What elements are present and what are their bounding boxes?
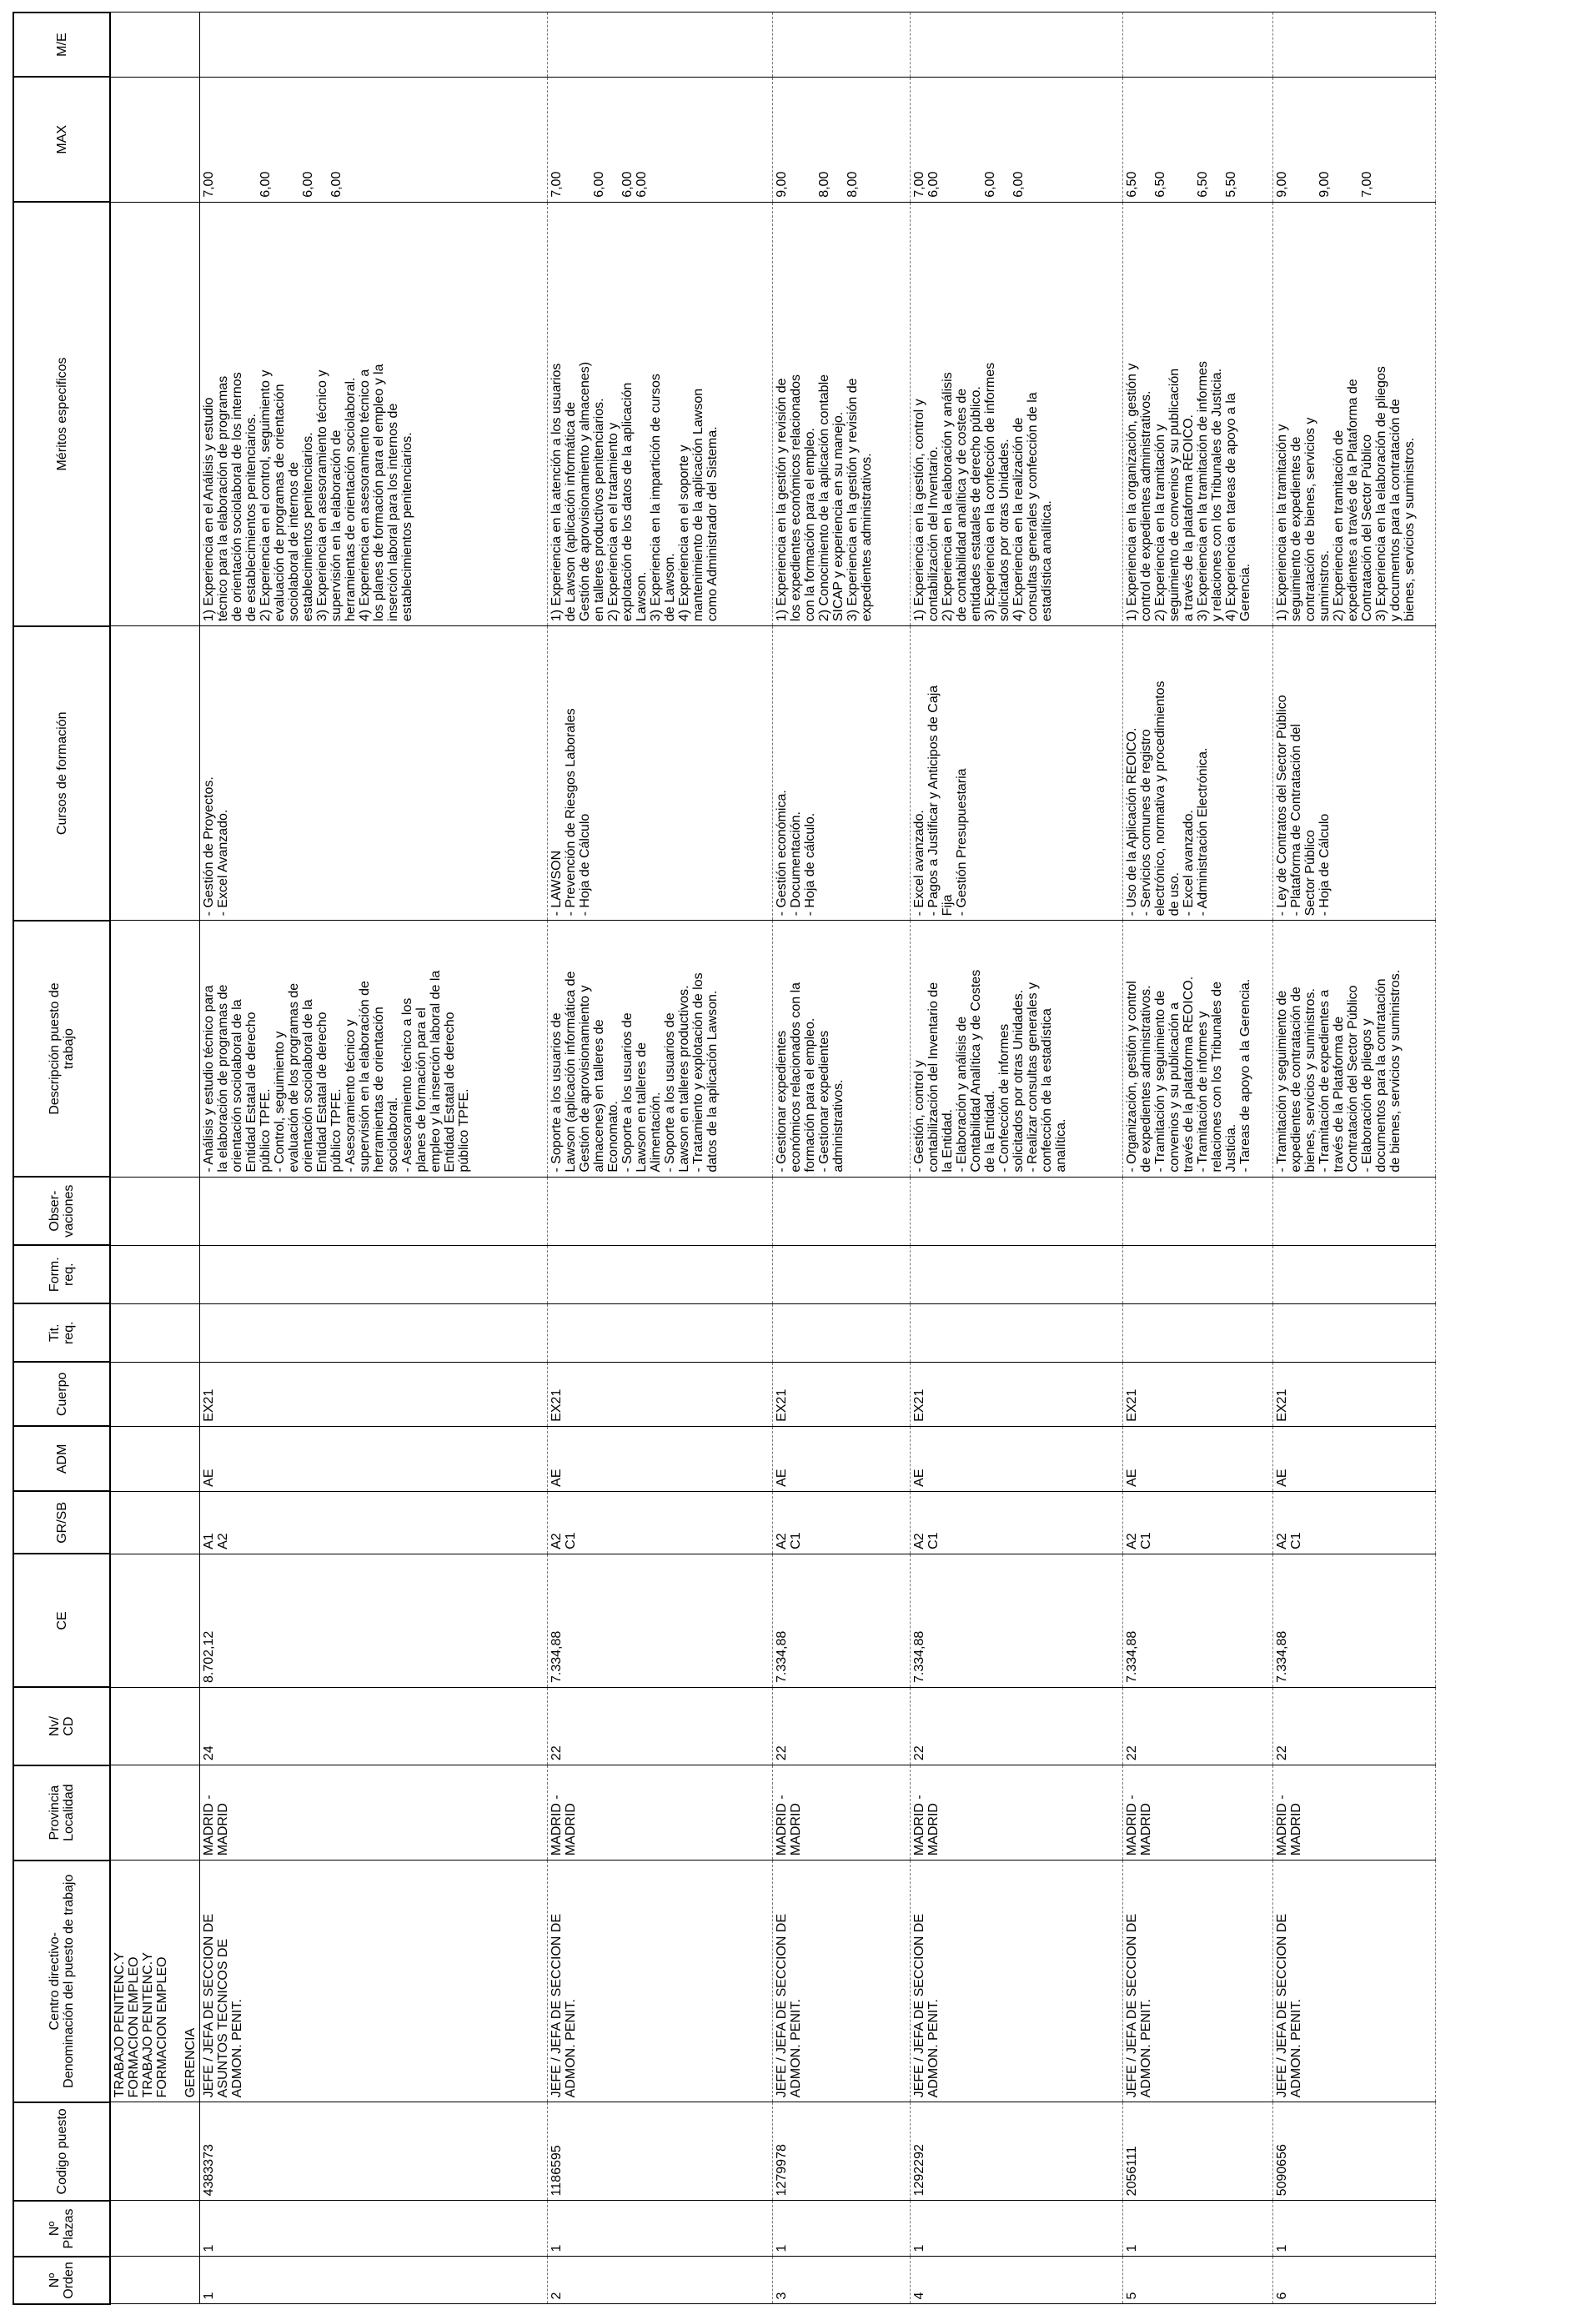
header-orden: Nº Orden bbox=[13, 2257, 110, 2304]
cell-descripcion: - Gestión, control y contabilización del Inventario de la Entidad. - Elaboración y análisis de Contabilidad Analítica y de Costes de la Entidad. - Confección de informes solicitados por otras Unidades. - Realizar consultas generales y confección de la estadística analítica. bbox=[911, 921, 1123, 1177]
cell-meritos: 1) Experiencia en la tramitación y seguimiento de expedientes de contratación de bienes, servicios y suministros. 2) Experiencia en tramitación de expedientes a través de la Plataforma de Contratación del Sector Público 3) Experiencia en la elaboración de pliegos y documentos para la contratación de bienes, servicios y suministros. bbox=[1273, 202, 1436, 625]
cell-cursos: - Gestión de Proyectos. - Excel Avanzado. bbox=[200, 626, 548, 921]
max-value: 6,00 bbox=[620, 171, 635, 198]
cell-formacion bbox=[911, 1245, 1123, 1303]
cell-plazas: 1 bbox=[1273, 2201, 1436, 2257]
cell-max bbox=[548, 77, 773, 202]
cell-provincia: MADRID - MADRID bbox=[1273, 1765, 1436, 1861]
max-value bbox=[1346, 82, 1360, 198]
header-nivel: Nv/ CD bbox=[13, 1688, 110, 1765]
cell-descripcion: - Organización, gestión y control de expedientes administrativos. - Tramitación y seguimiento de convenios y su publicación a través de la plataforma REOICO. - Tramitación de informes y relaciones con los Tribunales de Justicia. - Tareas de apoyo a la Gerencia. bbox=[1123, 921, 1273, 1177]
header-ce: CE bbox=[13, 1554, 110, 1687]
cell-grupo: A2 C1 bbox=[1123, 1491, 1273, 1554]
cell-titulacion bbox=[773, 1303, 911, 1362]
cell-descripcion: - Tramitación y seguimiento de expedientes de contratación de bienes, servicios y suministros. - Tramitación de expedientes a través de la Plataforma de Contratación del Sector Público - Elaboración de pliegos y documentos para la contratación de bienes, servicios y suministros. bbox=[1273, 921, 1436, 1177]
cell-adm: AE bbox=[1273, 1426, 1436, 1491]
header-descripcion: Descripción puesto de trabajo bbox=[13, 921, 110, 1177]
cell-max bbox=[1123, 77, 1273, 202]
max-value bbox=[1332, 82, 1346, 198]
cell-formacion bbox=[773, 1245, 911, 1303]
cell-grupo: A2 C1 bbox=[1273, 1491, 1436, 1554]
cell-cursos: - Ley de Contratos del Sector Público - Plataforma de Contratación del Sector Público - Hoja de Cálculo bbox=[1273, 626, 1436, 921]
cell-me bbox=[1123, 13, 1273, 77]
max-value: 6,00 bbox=[301, 171, 315, 198]
cell-grupo: A2 C1 bbox=[773, 1491, 911, 1554]
cell-provincia: MADRID - MADRID bbox=[548, 1765, 773, 1861]
cell-ce: 8.702,12 bbox=[200, 1554, 548, 1687]
cell-provincia: MADRID - MADRID bbox=[1123, 1765, 1273, 1861]
cell-denominacion: JEFE / JEFA DE SECCION DE ADMON. PENIT. bbox=[548, 1861, 773, 2102]
cell-me bbox=[773, 13, 911, 77]
header-adm: ADM bbox=[13, 1426, 110, 1491]
cell-adm: AE bbox=[911, 1426, 1123, 1491]
cell-cuerpo: EX21 bbox=[773, 1362, 911, 1426]
cell-formacion bbox=[548, 1245, 773, 1303]
cell-max bbox=[773, 77, 911, 202]
max-value bbox=[230, 82, 244, 198]
positions-table bbox=[13, 12, 1436, 2305]
cell-provincia: MADRID - MADRID bbox=[911, 1765, 1123, 1861]
header-cuerpo: Cuerpo bbox=[13, 1362, 110, 1426]
cell-adm: AE bbox=[200, 1426, 548, 1491]
cell-grupo: A2 C1 bbox=[911, 1491, 1123, 1554]
cell-codigo: 1186595 bbox=[548, 2102, 773, 2201]
cell-titulacion bbox=[1123, 1303, 1273, 1362]
header-me: M/E bbox=[13, 13, 110, 77]
cell-formacion bbox=[1273, 1245, 1436, 1303]
cell-codigo: 4383373 bbox=[200, 2102, 548, 2201]
cell-codigo: 5090656 bbox=[1273, 2102, 1436, 2201]
header-centro: Centro directivo- Denominación del puesto de trabajo bbox=[13, 1861, 110, 2102]
cell-cursos: - Uso de la Aplicación REOICO. - Servicios comunes de registro electrónico, normativa y procedimientos de uso. - Excel avanzado. - Administración Electrónica. bbox=[1123, 626, 1273, 921]
max-value: 9,00 bbox=[775, 171, 789, 198]
cell-nivel: 22 bbox=[773, 1688, 911, 1765]
cell-max bbox=[1273, 77, 1436, 202]
max-value bbox=[1139, 82, 1153, 198]
job-positions-document bbox=[13, 12, 1584, 2305]
cell-ce: 7.334,88 bbox=[911, 1554, 1123, 1687]
cell-nivel: 22 bbox=[1123, 1688, 1273, 1765]
max-value bbox=[803, 82, 817, 198]
cell-observaciones bbox=[773, 1177, 911, 1245]
cell-provincia: MADRID - MADRID bbox=[200, 1765, 548, 1861]
max-value: 6,50 bbox=[1125, 171, 1139, 198]
header-grupo: GR/SB bbox=[13, 1491, 110, 1554]
header-plazas: Nº Plazas bbox=[13, 2201, 110, 2257]
max-value: 6,00 bbox=[635, 171, 649, 198]
max-value: 5,50 bbox=[1224, 171, 1238, 198]
cell-denominacion: JEFE / JEFA DE SECCION DE ADMON. PENIT. bbox=[911, 1861, 1123, 2102]
cell-denominacion: JEFE / JEFA DE SECCION DE ASUNTOS TECNICOS DE ADMON. PENIT. bbox=[200, 1861, 548, 2102]
max-value bbox=[244, 82, 258, 198]
cell-me bbox=[200, 13, 548, 77]
cell-formacion bbox=[200, 1245, 548, 1303]
header-row bbox=[13, 13, 110, 2304]
header-codigo: Codigo puesto bbox=[13, 2102, 110, 2201]
cell-adm: AE bbox=[548, 1426, 773, 1491]
cell-grupo: A1 A2 bbox=[200, 1491, 548, 1554]
cell-plazas: 1 bbox=[911, 2201, 1123, 2257]
cell-cuerpo: EX21 bbox=[911, 1362, 1123, 1426]
cell-me bbox=[548, 13, 773, 77]
header-max: MAX bbox=[13, 77, 110, 202]
max-value: 7,00 bbox=[1360, 171, 1374, 198]
max-value: 6,00 bbox=[258, 171, 273, 198]
table-row bbox=[773, 13, 911, 2304]
cell-orden: 5 bbox=[1123, 2257, 1273, 2304]
max-value bbox=[578, 82, 592, 198]
cell-adm: AE bbox=[1123, 1426, 1273, 1491]
section-centro: TRABAJO PENITENC.Y FORMACION EMPLEO TRABAJO PENITENC.Y FORMACION EMPLEO GERENCIA bbox=[110, 1861, 200, 2102]
cell-max bbox=[200, 77, 548, 202]
max-value bbox=[1210, 82, 1224, 198]
max-value bbox=[273, 82, 287, 198]
cell-denominacion: JEFE / JEFA DE SECCION DE ADMON. PENIT. bbox=[773, 1861, 911, 2102]
max-value: 6,00 bbox=[592, 171, 606, 198]
max-value: 6,00 bbox=[1011, 171, 1026, 198]
cell-orden: 1 bbox=[200, 2257, 548, 2304]
max-value bbox=[1303, 82, 1317, 198]
cell-orden: 2 bbox=[548, 2257, 773, 2304]
max-value bbox=[955, 82, 969, 198]
cell-plazas: 1 bbox=[773, 2201, 911, 2257]
max-value: 9,00 bbox=[1275, 171, 1289, 198]
cell-titulacion bbox=[548, 1303, 773, 1362]
max-value: 7,00 bbox=[202, 171, 216, 198]
cell-codigo: 1279978 bbox=[773, 2102, 911, 2201]
cell-meritos: 1) Experiencia en la organización, gestión y control de expedientes administrativos. 2) Experiencia en la tramitación y seguimiento de convenios y su publicación a través de la plataforma REOICO. 3) Experiencia en la tramitación de informes y relaciones con los Tribunales de Justicia. 4) Experiencia en tareas de apoyo a la Gerencia. bbox=[1123, 202, 1273, 625]
header-formacion: Form. req. bbox=[13, 1245, 110, 1303]
max-value bbox=[831, 82, 846, 198]
cell-cursos: - Gestión económica. - Documentación. - Hoja de cálculo. bbox=[773, 626, 911, 921]
cell-observaciones bbox=[1123, 1177, 1273, 1245]
max-value bbox=[1289, 82, 1303, 198]
cell-meritos: 1) Experiencia en la gestión y revisión de los expedientes económicos relacionados con la formación para el empleo. 2) Conocimiento de la aplicación contable SICAP y experiencia en su manejo. 3) Experiencia en la gestión y revisión de expedientes administrativos. bbox=[773, 202, 911, 625]
cell-observaciones bbox=[200, 1177, 548, 1245]
max-value bbox=[564, 82, 578, 198]
cell-denominacion: JEFE / JEFA DE SECCION DE ADMON. PENIT. bbox=[1273, 1861, 1436, 2102]
cell-me bbox=[1273, 13, 1436, 77]
cell-meritos: 1) Experiencia en la atención a los usuarios de Lawson (aplicación informática de Gestión de aprovisionamiento y almacenes) en talleres productivos penitenciarios. 2) Experiencia en el tratamiento y explotación de los datos de la aplicación Lawson. 3) Experiencia en la impartición de cursos de Lawson. 4) Experiencia en el soporte y mantenimiento de la aplicación Lawson como Administrador del Sistema. bbox=[548, 202, 773, 625]
cell-cursos: - LAWSON - Prevención de Riesgos Laborales - Hoja de Cálculo bbox=[548, 626, 773, 921]
table-row bbox=[548, 13, 773, 2304]
cell-provincia: MADRID - MADRID bbox=[773, 1765, 911, 1861]
cell-plazas: 1 bbox=[548, 2201, 773, 2257]
cell-nivel: 22 bbox=[911, 1688, 1123, 1765]
max-value bbox=[216, 82, 230, 198]
header-titulacion: Tit. req. bbox=[13, 1303, 110, 1362]
cell-descripcion: - Gestionar expedientes económicos relacionados con la formación para el empleo. - Gestionar expedientes administrativos. bbox=[773, 921, 911, 1177]
cell-nivel: 22 bbox=[548, 1688, 773, 1765]
cell-meritos: 1) Experiencia en el Análisis y estudio técnico para la elaboración de programas de orientación sociolaboral de los internos de establecimientos penitenciarios. 2) Experiencia en el control, seguimiento y evaluación de programas de orientación sociolaboral de internos de establecimientos penitenciarios. 3) Experiencia en asesoramiento técnico y supervisión en la elaboración de herramientas de orientación sociolaboral. 4) Experiencia en asesoramiento técnico a los planes de formación para el empleo y la inserción laboral para los internos de establecimientos penitenciarios. bbox=[200, 202, 548, 625]
cell-titulacion bbox=[200, 1303, 548, 1362]
table-row bbox=[200, 13, 548, 2304]
header-observaciones: Obser- vaciones bbox=[13, 1177, 110, 1245]
cell-orden: 3 bbox=[773, 2257, 911, 2304]
cell-max bbox=[911, 77, 1123, 202]
header-provincia: Provincia Localidad bbox=[13, 1765, 110, 1861]
max-value: 7,00 bbox=[912, 171, 926, 198]
cell-ce: 7.334,88 bbox=[548, 1554, 773, 1687]
cell-descripcion: - Soporte a los usuarios de Lawson (aplicación informática de Gestión de aprovisionamiento y almacenes) en talleres de Economato. - Soporte a los usuarios de Lawson en talleres de Alimentación. - Soporte a los usuarios de Lawson en talleres productivos. - Tratamiento y explotación de los datos de la aplicación Lawson. bbox=[548, 921, 773, 1177]
cell-adm: AE bbox=[773, 1426, 911, 1491]
cell-nivel: 24 bbox=[200, 1688, 548, 1765]
cell-ce: 7.334,88 bbox=[1123, 1554, 1273, 1687]
cell-ce: 7.334,88 bbox=[773, 1554, 911, 1687]
cell-titulacion bbox=[1273, 1303, 1436, 1362]
table-row bbox=[1123, 13, 1273, 2304]
max-value: 8,00 bbox=[846, 171, 860, 198]
cell-observaciones bbox=[548, 1177, 773, 1245]
header-meritos: Méritos especificos bbox=[13, 202, 110, 625]
cell-observaciones bbox=[911, 1177, 1123, 1245]
max-value bbox=[606, 82, 620, 198]
max-value bbox=[789, 82, 803, 198]
table-row bbox=[911, 13, 1123, 2304]
cell-grupo: A2 C1 bbox=[548, 1491, 773, 1554]
max-value bbox=[315, 82, 329, 198]
cell-observaciones bbox=[1273, 1177, 1436, 1245]
cell-cuerpo: EX21 bbox=[1273, 1362, 1436, 1426]
max-value bbox=[969, 82, 983, 198]
cell-orden: 4 bbox=[911, 2257, 1123, 2304]
max-value: 6,00 bbox=[983, 171, 997, 198]
cell-cuerpo: EX21 bbox=[548, 1362, 773, 1426]
max-value bbox=[997, 82, 1011, 198]
cell-codigo: 2056111 bbox=[1123, 2102, 1273, 2201]
max-value: 6,50 bbox=[1153, 171, 1167, 198]
table-row bbox=[1273, 13, 1436, 2304]
cell-ce: 7.334,88 bbox=[1273, 1554, 1436, 1687]
cell-orden: 6 bbox=[1273, 2257, 1436, 2304]
cell-cursos: - Excel avanzado. - Pagos a Justificar y Anticipos de Caja Fija - Gestión Presupuestaria bbox=[911, 626, 1123, 921]
section-row bbox=[110, 13, 200, 2304]
cell-nivel: 22 bbox=[1273, 1688, 1436, 1765]
cell-descripcion: - Análisis y estudio técnico para la elaboración de programas de orientación sociolaboral de la Entidad Estatal de derecho público TPFE. - Control, seguimiento y evaluación de los programas de orientación sociolaboral de la Entidad Estatal de derecho público TPFE. - Asesoramiento técnico y supervisión en la elaboración de herramientas de orientación sociolaboral. - Asesoramiento técnico a los planes de formación para el empleo y la inserción laboral de la Entidad Estatal de derecho público TPFE. bbox=[200, 921, 548, 1177]
max-value bbox=[287, 82, 301, 198]
cell-cuerpo: EX21 bbox=[200, 1362, 548, 1426]
max-value: 9,00 bbox=[1317, 171, 1332, 198]
max-value bbox=[941, 82, 955, 198]
max-value bbox=[1167, 82, 1182, 198]
cell-titulacion bbox=[911, 1303, 1123, 1362]
cell-denominacion: JEFE / JEFA DE SECCION DE ADMON. PENIT. bbox=[1123, 1861, 1273, 2102]
cell-plazas: 1 bbox=[200, 2201, 548, 2257]
max-value: 8,00 bbox=[817, 171, 831, 198]
header-cursos: Cursos de formación bbox=[13, 626, 110, 921]
max-value: 6,50 bbox=[1196, 171, 1210, 198]
max-value: 6,00 bbox=[329, 171, 344, 198]
cell-me bbox=[911, 13, 1123, 77]
cell-cuerpo: EX21 bbox=[1123, 1362, 1273, 1426]
cell-formacion bbox=[1123, 1245, 1273, 1303]
cell-meritos: 1) Experiencia en la gestión, control y contabilización del Inventario. 2) Experiencia en la elaboración y análisis de contabilidad analítica y de costes de entidades estatales de derecho público. 3) Experiencia en la confección de informes solicitados por otras Unidades. 4) Experiencia en la realización de consultas generales y confección de la estadística analítica. bbox=[911, 202, 1123, 625]
cell-codigo: 1292292 bbox=[911, 2102, 1123, 2201]
max-value bbox=[1182, 82, 1196, 198]
cell-plazas: 1 bbox=[1123, 2201, 1273, 2257]
max-value: 6,00 bbox=[926, 171, 941, 198]
max-value: 7,00 bbox=[550, 171, 564, 198]
